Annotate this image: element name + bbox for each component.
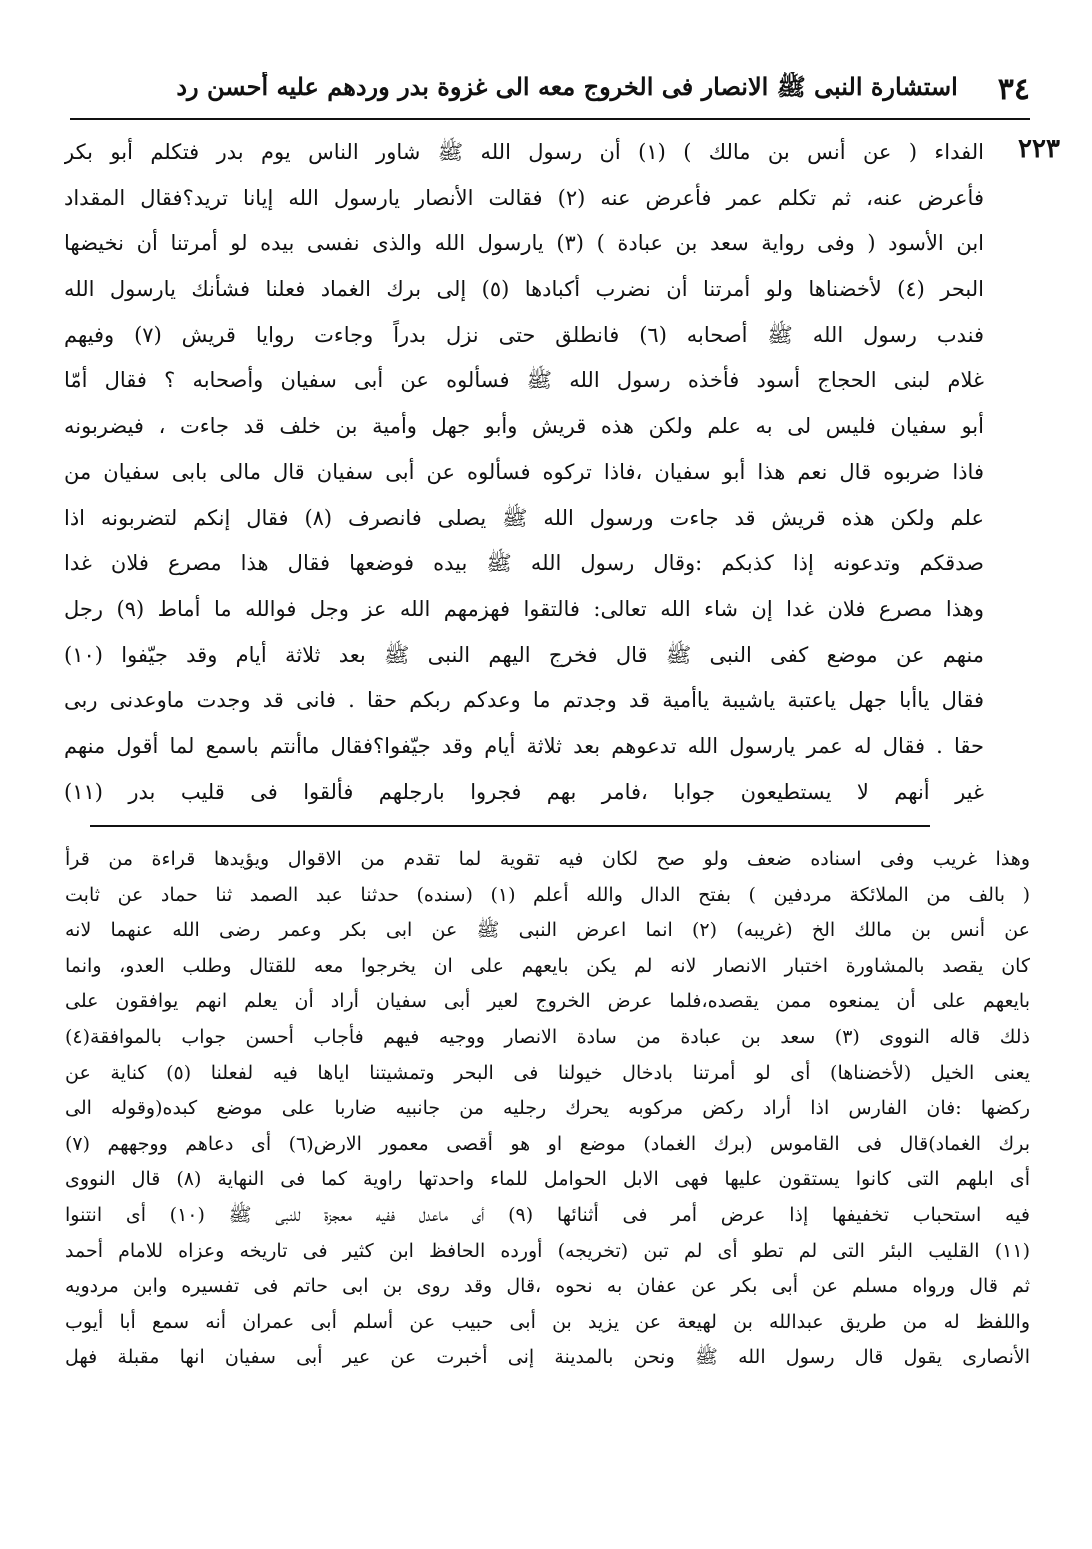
footnote-line: كان يقصد بالمشاورة اختبار الانصار لانه لم يكن بايعهم على ان يخرجوا معه للقتال وطلب العدو، وانما — [65, 954, 1030, 977]
footnote-line: يعنى الخيل (لأخضناها) أى لو أمرتنا بادخال خيولنا فى البحر وتمشيتنا اياها فيه لفعلنا (٥) كناية عن — [65, 1061, 1030, 1084]
chapter-title: استشارة النبى ﷺ الانصار فى الخروج معه الى غزوة بدر وردهم عليه أحسن رد — [176, 71, 958, 101]
header-rule — [70, 118, 1030, 120]
main-text-line: فاذا ضربوه قال نعم هذا أبو سفيان ،فاذا تركوه فسألوه عن أبى سفيان قال مالى بابى سفيان من — [64, 459, 984, 484]
footnote-line: برك الغماد)قال فى القاموس (برك الغماد) موضع او هو أقصى معمور الارض(٦) أى دعاهم ووجههم (٧) — [65, 1132, 1030, 1155]
main-text-line: فندب رسول الله ﷺ أصحابه (٦) فانطلق حتى نزل بدراً وجاءت روايا قريش (٧) وفيهم — [64, 322, 984, 347]
main-text-line: وهذا مصرع فلان غدا إن شاء الله تعالى: فالتقوا فهزمهم الله عز وجل فوالله ما أماط (٩) رجل — [64, 596, 984, 621]
main-text-line: غير أنهم لا يستطيعون جوابا ،فامر بهم فجروا بارجلهم فألقوا فى قليب بدر (١١) — [64, 779, 984, 804]
main-text-line: البحر (٤) لأخضناها ولو أمرتنا أن نضرب أكبادها (٥) إلى برك الغماد فعلنا فشأنك يارسول الله — [64, 277, 984, 302]
footnote-line: (١١) القليب البئر التى لم تطو أى لم تبن (تخريجه) أورده الحافظ ابن كثير فى تاريخه وعزاه للامام أحمد — [65, 1239, 1030, 1262]
main-text-line: ابن الأسود ( وفى رواية سعد بن عبادة ) (٣) يارسول الله والذى نفسى بيده لو أمرتنا أن نخيضها — [64, 231, 984, 256]
main-text-line: علم ولكن هذه قريش قد جاءت ورسول الله ﷺ يصلى فانصرف (٨) فقال إنكم لتضربونه اذا — [64, 505, 984, 530]
footnote-line: ركضها :فان الفارس اذا أراد ركض مركوبه يحرك رجليه من جانبيه ضاربا على موضع كبده(وقوله الى — [65, 1097, 1030, 1120]
main-text — [64, 130, 984, 815]
main-text-line: غلام لبنى الحجاج أسود فأخذه رسول الله ﷺ فسألوه عن أبى سفيان وأصحابه ؟ فقال أمّا — [64, 368, 984, 393]
running-head — [70, 62, 1030, 116]
main-text-line: فأعرض عنه، ثم تكلم عمر فأعرض عنه (٢) فقالت الأنصار يارسول الله إيانا تريد؟فقال المقداد — [64, 185, 984, 210]
main-text-line: صدقكم وتدعونه إذا كذبكم :وقال رسول الله ﷺ بيده فوضعها فقال هذا مصرع فلان غدا — [64, 551, 984, 576]
footnote-line: الأنصارى يقول قال رسول الله ﷺ ونحن بالمدينة إنى أخبرت عن عير أبى سفيان انها مقبلة فهل — [65, 1346, 1030, 1369]
hadith-number: ٢٢٣ — [1018, 134, 1060, 164]
main-text-line: منهم عن موضع كفى النبى ﷺ قال فخرج اليهم النبى ﷺ بعد ثلاثة أيام وقد جيّفوا (١٠) — [64, 642, 984, 667]
footnotes — [65, 842, 1030, 1376]
footnote-line: ثم قال ورواه مسلم عن أبى بكر عن عفان به نحوه ،قال وقد روى بن ابى حاتم فى تفسيره وابن مردويه — [65, 1275, 1030, 1298]
footnote-line: وهذا غريب وفى اسناده ضعف ولو صح لكان فيه تقوية لما تقدم من الاقوال ويؤيدها قراءة من قرأ — [65, 848, 1030, 870]
main-text-line: حقا . فقال له عمر يارسول الله تدعوهم بعد ثلاثة أيام وقد جيّفوا؟فقال ماأنتم باسمع لما أقول منهم — [64, 733, 984, 758]
main-text-line: أبو سفيان فليس لى به علم ولكن هذه قريش وأبو جهل وأمية بن خلف قد جاءت ، فيضربونه — [64, 414, 984, 439]
footnote-separator — [90, 825, 930, 827]
footnote-line: ذلك قاله النووى (٣) سعد بن عبادة من سادة الانصار ووجيه فيهم فأجاب أحسن جواب بالموافقة(٤) — [65, 1025, 1030, 1048]
footnote-line: بايعهم على أن يمنعوه ممن يقصده،فلما عرض الخروج لعير أبى سفيان أراد أن يعلم انهم يوافقون على — [65, 990, 1030, 1013]
footnote-line: أى ابلهم التى كانوا يستقون عليها فهى الابل الحوامل للماء واحدتها راوية كما فى النهاية (٨) قال النووى — [65, 1168, 1030, 1191]
footnote-line: عن أنس بن مالك الخ (غريبه) (٢) انما اعرض النبى ﷺ عن ابى بكر وعمر رضى الله عنهما لانه — [65, 919, 1030, 942]
footnote-line: فيه استحباب تخفيفها إذا عرض أمر فى أثنائها (٩) أى ماعدل ففيه معجزة للنبى ﷺ (١٠) أى انتنوا — [65, 1203, 1030, 1226]
footnote-line: واللفظ له من طريق عبدالله بن لهيعة عن يزيد بن أبى حبيب عن أسلم أبى عمران أنه سمع أبا أيوب — [65, 1310, 1030, 1333]
main-text-line: فقال ياأبا جهل ياعتبة ياشيبة ياأمية قد وجدتم ما وعدكم ربكم حقا . فانى قد وجدت ماوعدنى ربى — [64, 688, 984, 713]
main-text-line: الفداء ( عن أنس بن مالك ) (١) أن رسول الله ﷺ شاور الناس يوم بدر فتكلم أبو بكر — [64, 140, 984, 164]
footnote-line: ( بالف من الملائكة مردفين ) بفتح الدال والله أعلم (١) (سنده) حدثنا عبد الصمد ثنا حماد عن ثابت — [65, 883, 1030, 906]
page-number: ٣٤ — [997, 71, 1030, 107]
